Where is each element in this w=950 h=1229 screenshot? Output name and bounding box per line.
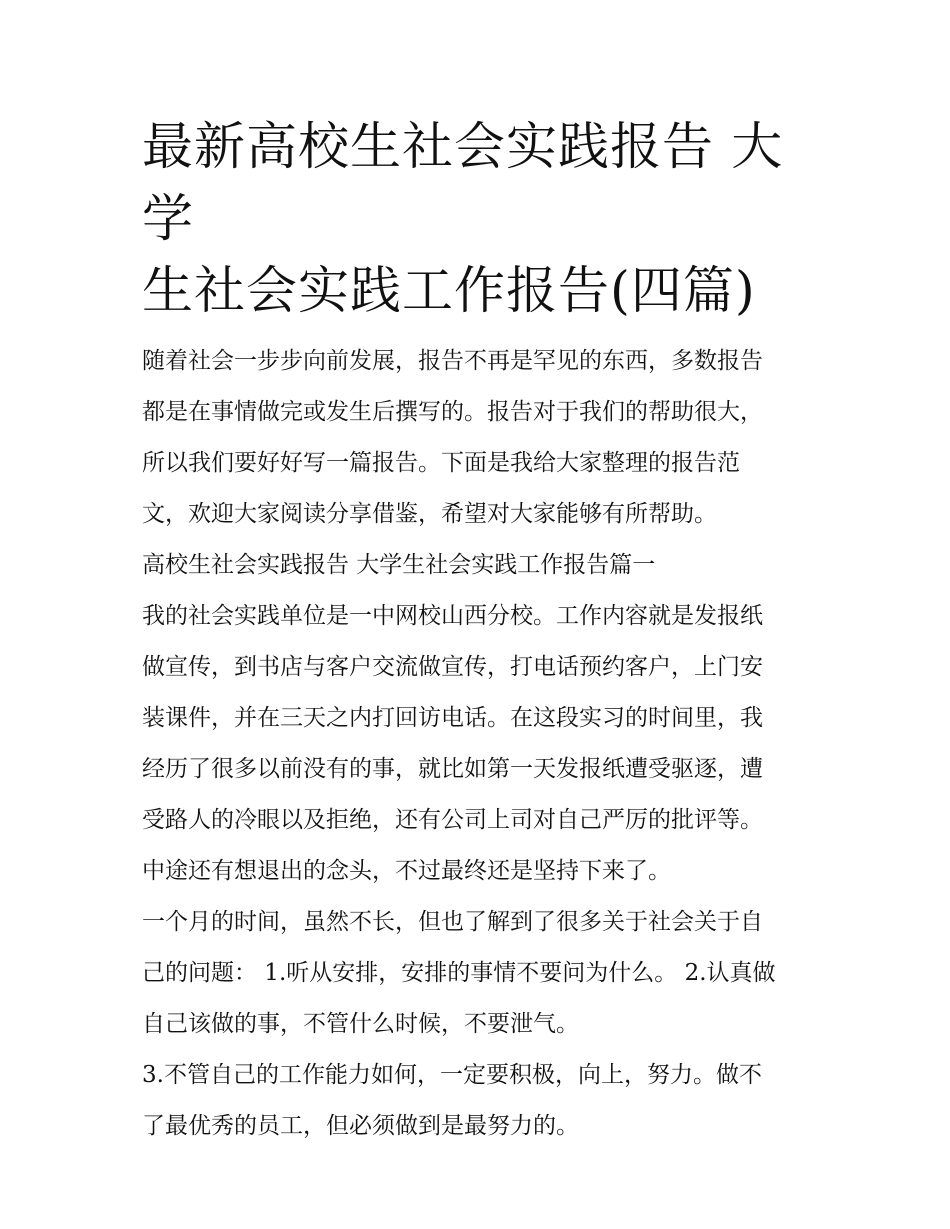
text-line: 3.不管自己的工作能力如何，一定要积极，向上，努力。做不	[142, 1062, 762, 1088]
text-line: 受路人的冷眼以及拒绝，还有公司上司对自己严厉的批评等。	[142, 807, 763, 833]
text-line: 所以我们要好好写一篇报告。下面是我给大家整理的报告范	[142, 450, 740, 476]
document-page	[142, 112, 814, 1152]
text-line: 自己该做的事，不管什么时候，不要泄气。	[142, 1011, 579, 1037]
text-line: 高校生社会实践报告 大学生社会实践工作报告篇一	[142, 552, 656, 578]
body-paragraph	[142, 1050, 814, 1152]
body-paragraph	[142, 897, 814, 1050]
text-line: 一个月的时间，虽然不长，但也了解到了很多关于社会关于自	[142, 909, 763, 935]
text-line: 了最优秀的员工，但必须做到是最努力的。	[142, 1113, 579, 1139]
title-line: 生社会实践工作报告(四篇)	[142, 262, 756, 321]
text-line: 中途还有想退出的念头，不过最终还是坚持下来了。	[142, 858, 671, 884]
text-line: 随着社会一步步向前发展，报告不再是罕见的东西，多数报告	[142, 348, 763, 374]
text-line: 做宣传，到书店与客户交流做宣传，打电话预约客户，上门安	[142, 654, 763, 680]
section-heading	[142, 540, 814, 591]
text-line: 装课件，并在三天之内打回访电话。在这段实习的时间里，我	[142, 705, 763, 731]
text-line: 经历了很多以前没有的事，就比如第一天发报纸遭受驱逐，遭	[142, 756, 763, 782]
intro-paragraph	[142, 336, 814, 540]
text-line: 都是在事情做完或发生后撰写的。报告对于我们的帮助很大，	[142, 399, 763, 425]
document-title	[142, 112, 814, 328]
text-line: 我的社会实践单位是一中网校山西分校。工作内容就是发报纸	[142, 603, 763, 629]
title-line: 最新高校生社会实践报告 大学	[142, 118, 784, 249]
text-line: 己的问题： 1.听从安排，安排的事情不要问为什么。 2.认真做	[142, 960, 776, 986]
body-paragraph	[142, 591, 814, 897]
text-line: 文，欢迎大家阅读分享借鉴，希望对大家能够有所帮助。	[142, 501, 717, 527]
